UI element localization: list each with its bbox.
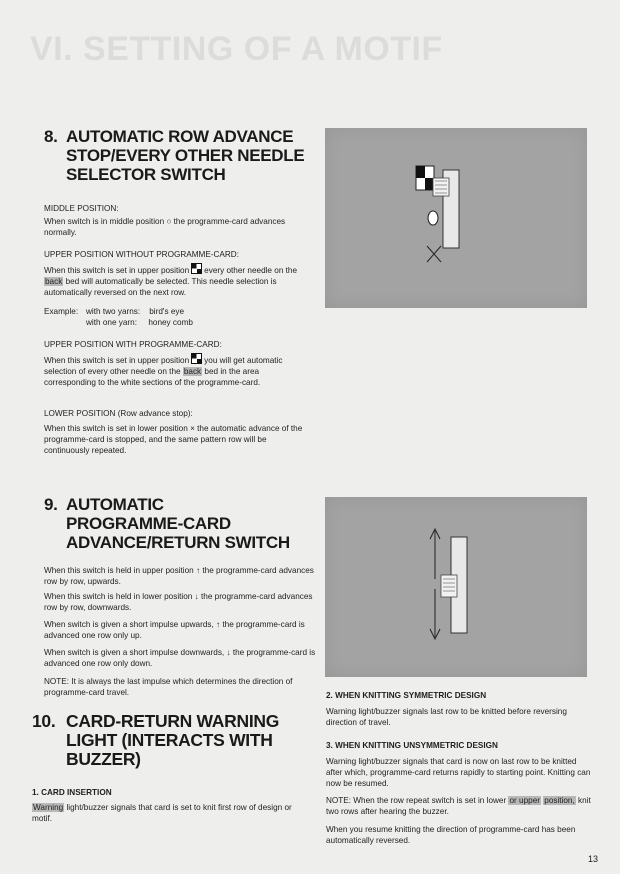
section9-para-4: When switch is given a short impulse downwards, ↓ the programme-card is advanced one row only down.	[44, 648, 316, 669]
example-line-1: with two yarns: bird's eye	[86, 307, 185, 316]
section10-title-line3: BUZZER)	[66, 749, 141, 769]
unsymmetric-design-text: Warning light/buzzer signals that card is now on last row to be knitted after which, programme-card returns rapidly to starting point. Knitting can now be resumed.	[326, 757, 591, 789]
switch-illustration-panel-2	[325, 497, 587, 677]
upper-without-card-heading: UPPER POSITION WITHOUT PROGRAMME-CARD:	[44, 250, 239, 259]
upper-with-part-a: When this switch is set in upper position	[44, 356, 190, 365]
card-insertion-text	[32, 802, 314, 824]
section10-title-line1: CARD-RETURN WARNING	[66, 711, 280, 731]
resume-knitting-text: When you resume knitting the direction of programme-card has been automatically reversed.	[326, 825, 576, 846]
highlighted-word: position,	[544, 796, 575, 805]
checker-symbol-icon	[191, 353, 202, 364]
upper-wo-part-a: When this switch is set in upper position	[44, 266, 190, 275]
section9-title-line1: AUTOMATIC	[66, 495, 164, 514]
section9-para-1: When this switch is held in upper position ↑ the programme-card advances row by row, upwards.	[44, 566, 314, 587]
section9-para-2: When this switch is held in lower position ↓ the programme-card advances row by row, downwards.	[44, 592, 313, 613]
symmetric-design-heading: 2. WHEN KNITTING SYMMETRIC DESIGN	[326, 691, 487, 700]
section10-heading	[32, 712, 279, 769]
up-down-switch-icon	[325, 497, 587, 677]
lower-position-heading: LOWER POSITION (Row advance stop):	[44, 409, 193, 418]
example-line-2: with one yarn: honey comb	[86, 318, 193, 327]
upper-with-part-c: bed in the area corresponding to the white sections of the programme-card.	[44, 367, 261, 388]
three-position-switch-icon	[325, 128, 587, 308]
section9-title-line2: PROGRAMME-CARD	[66, 514, 231, 533]
section10-number: 10.	[32, 711, 56, 731]
highlighted-words: or upper	[509, 796, 540, 805]
highlighted-word: back	[183, 367, 202, 377]
section9-para-3: When switch is given a short impulse upwards, ↑ the programme-card is advanced one row only up.	[44, 620, 305, 641]
section9-heading	[44, 495, 290, 552]
unsymmetric-design-heading: 3. WHEN KNITTING UNSYMMETRIC DESIGN	[326, 741, 498, 750]
page-number: 13	[587, 854, 598, 864]
upper-without-card-text	[44, 263, 312, 299]
chapter-title-bleedthrough: VI. SETTING OF A MOTIF	[30, 30, 443, 68]
upper-with-card-heading: UPPER POSITION WITH PROGRAMME-CARD:	[44, 340, 222, 349]
section8-title-line3: SELECTOR SWITCH	[66, 165, 226, 184]
note-part-a: NOTE: When the row repeat switch is set in lower	[326, 796, 507, 805]
lower-position-text: When this switch is set in lower position × the automatic advance of the programme-card is stopped, and the same pattern row will be continuously repeated.	[44, 424, 303, 456]
upper-with-part-b: you will get automatic selection of every other needle on the	[44, 356, 283, 377]
checker-symbol-icon	[191, 263, 202, 274]
section8-title-line1: AUTOMATIC ROW ADVANCE	[66, 127, 294, 146]
checker-symbol-icon	[416, 166, 434, 190]
upper-wo-part-b: every other needle on the	[204, 266, 298, 275]
card-insertion-body: light/buzzer signals that card is set to knit first row of design or motif.	[32, 803, 292, 824]
card-insertion-heading: 1. CARD INSERTION	[32, 788, 112, 797]
example-label: Example:	[44, 307, 79, 316]
symmetric-design-text: Warning light/buzzer signals last row to be knitted before reversing direction of travel.	[326, 707, 567, 728]
middle-position-heading: MIDDLE POSITION:	[44, 204, 119, 213]
upper-with-card-text	[44, 353, 312, 389]
section9-note: NOTE: It is always the last impulse which determines the direction of programme-card travel.	[44, 677, 293, 698]
section8-heading	[44, 127, 304, 184]
section8-title-line2: STOP/EVERY OTHER NEEDLE	[66, 146, 305, 165]
row-repeat-note	[326, 795, 594, 817]
section9-number: 9.	[44, 495, 58, 514]
highlighted-word: back	[45, 277, 63, 287]
switch-illustration-panel-1	[325, 128, 587, 308]
section10-title-line2: LIGHT (INTERACTS WITH	[66, 730, 273, 750]
middle-position-text: When switch is in middle position ○ the programme-card advances normally.	[44, 217, 286, 238]
upper-wo-part-c: bed will automatically be selected. This needle selection is automatically reversed on the next row.	[44, 277, 277, 298]
section9-title-line3: ADVANCE/RETURN SWITCH	[66, 533, 290, 552]
note-part-b: knit two rows after hearing the buzzer.	[326, 796, 591, 817]
highlighted-word: Warning	[33, 803, 64, 812]
section8-number: 8.	[44, 127, 58, 146]
